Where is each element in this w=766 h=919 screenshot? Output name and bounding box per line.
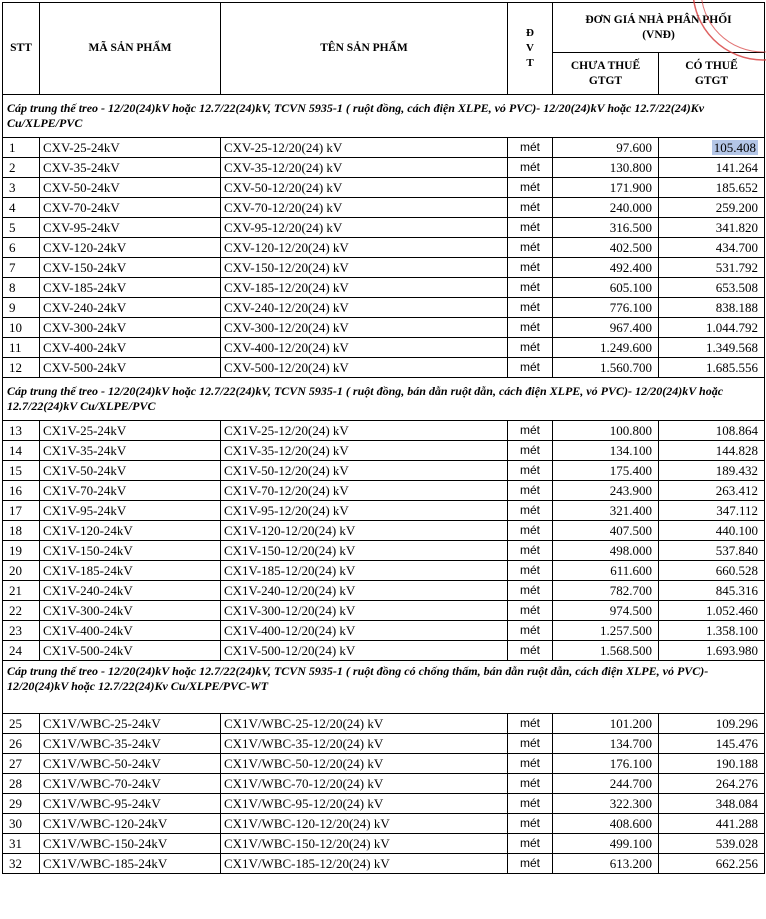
row-product-name-cell: CX1V/WBC-150-12/20(24) kV bbox=[221, 834, 508, 854]
row-with-tax-price-cell: 144.828 bbox=[659, 441, 765, 461]
row-product-name-cell: CX1V-120-12/20(24) kV bbox=[221, 521, 508, 541]
row-pre-tax-price-cell: 240.000 bbox=[553, 198, 659, 218]
row-product-code-cell: CX1V-70-24kV bbox=[40, 481, 221, 501]
row-product-code-cell: CX1V/WBC-150-24kV bbox=[40, 834, 221, 854]
row-with-tax-price-cell: 1.693.980 bbox=[659, 641, 765, 661]
table-row bbox=[3, 734, 765, 754]
header-price-group bbox=[553, 3, 765, 53]
table-row bbox=[3, 754, 765, 774]
row-stt-cell: 7 bbox=[3, 258, 40, 278]
table-row bbox=[3, 501, 765, 521]
row-pre-tax-price-cell: 402.500 bbox=[553, 238, 659, 258]
row-with-tax-price-cell: 1.349.568 bbox=[659, 338, 765, 358]
row-product-code-cell: CX1V/WBC-50-24kV bbox=[40, 754, 221, 774]
row-pre-tax-price-cell: 243.900 bbox=[553, 481, 659, 501]
row-unit-cell: mét bbox=[508, 714, 553, 734]
row-unit-cell: mét bbox=[508, 318, 553, 338]
row-with-tax-price-cell bbox=[659, 138, 765, 158]
table-row bbox=[3, 521, 765, 541]
row-product-code-cell: CXV-35-24kV bbox=[40, 158, 221, 178]
header-stt: STT bbox=[3, 3, 40, 95]
row-pre-tax-price-cell: 613.200 bbox=[553, 854, 659, 874]
section-title: Cáp trung thế treo - 12/20(24)kV hoặc 12.7/22(24)kV, TCVN 5935-1 ( ruột đồng có chống thấm, bán dẫn ruột dẫn, cách điện XLPE, vỏ PVC)- 12/20(24)kV hoặc 12.7/22(24)Kv Cu/XLPE/PVC-WT bbox=[3, 661, 765, 714]
header-unit-l1: Đ bbox=[526, 27, 534, 39]
table-row bbox=[3, 338, 765, 358]
row-unit-cell: mét bbox=[508, 461, 553, 481]
row-pre-tax-price-cell: 134.100 bbox=[553, 441, 659, 461]
row-pre-tax-price-cell: 176.100 bbox=[553, 754, 659, 774]
highlighted-price: 105.408 bbox=[713, 140, 756, 155]
table-row bbox=[3, 258, 765, 278]
price-table bbox=[2, 2, 765, 874]
row-with-tax-price-cell: 141.264 bbox=[659, 158, 765, 178]
row-product-code-cell: CX1V/WBC-25-24kV bbox=[40, 714, 221, 734]
row-product-name-cell: CXV-500-12/20(24) kV bbox=[221, 358, 508, 378]
row-product-code-cell: CX1V-120-24kV bbox=[40, 521, 221, 541]
row-unit-cell: mét bbox=[508, 258, 553, 278]
row-product-code-cell: CX1V-25-24kV bbox=[40, 421, 221, 441]
row-product-code-cell: CXV-400-24kV bbox=[40, 338, 221, 358]
table-row bbox=[3, 814, 765, 834]
row-pre-tax-price-cell: 498.000 bbox=[553, 541, 659, 561]
row-stt-cell: 24 bbox=[3, 641, 40, 661]
row-unit-cell: mét bbox=[508, 138, 553, 158]
row-pre-tax-price-cell: 605.100 bbox=[553, 278, 659, 298]
row-pre-tax-price-cell: 611.600 bbox=[553, 561, 659, 581]
row-stt-cell: 2 bbox=[3, 158, 40, 178]
row-stt-cell: 20 bbox=[3, 561, 40, 581]
row-with-tax-price-cell: 189.432 bbox=[659, 461, 765, 481]
table-row bbox=[3, 238, 765, 258]
row-pre-tax-price-cell: 776.100 bbox=[553, 298, 659, 318]
row-product-code-cell: CX1V-400-24kV bbox=[40, 621, 221, 641]
row-with-tax-price-cell: 109.296 bbox=[659, 714, 765, 734]
row-unit-cell: mét bbox=[508, 541, 553, 561]
row-stt-cell: 6 bbox=[3, 238, 40, 258]
row-pre-tax-price-cell: 974.500 bbox=[553, 601, 659, 621]
row-unit-cell: mét bbox=[508, 794, 553, 814]
table-row bbox=[3, 854, 765, 874]
row-product-name-cell: CX1V-500-12/20(24) kV bbox=[221, 641, 508, 661]
row-stt-cell: 1 bbox=[3, 138, 40, 158]
row-product-name-cell: CXV-70-12/20(24) kV bbox=[221, 198, 508, 218]
row-product-code-cell: CX1V/WBC-95-24kV bbox=[40, 794, 221, 814]
row-pre-tax-price-cell: 130.800 bbox=[553, 158, 659, 178]
table-row bbox=[3, 794, 765, 814]
row-product-name-cell: CXV-95-12/20(24) kV bbox=[221, 218, 508, 238]
row-product-name-cell: CX1V-70-12/20(24) kV bbox=[221, 481, 508, 501]
row-stt-cell: 26 bbox=[3, 734, 40, 754]
row-with-tax-price-cell: 347.112 bbox=[659, 501, 765, 521]
row-pre-tax-price-cell: 1.560.700 bbox=[553, 358, 659, 378]
row-unit-cell: mét bbox=[508, 278, 553, 298]
header-unit bbox=[508, 3, 553, 95]
row-with-tax-price-cell: 662.256 bbox=[659, 854, 765, 874]
row-product-code-cell: CXV-25-24kV bbox=[40, 138, 221, 158]
row-with-tax-price-cell: 653.508 bbox=[659, 278, 765, 298]
row-unit-cell: mét bbox=[508, 621, 553, 641]
row-stt-cell: 25 bbox=[3, 714, 40, 734]
row-with-tax-price-cell: 531.792 bbox=[659, 258, 765, 278]
row-pre-tax-price-cell: 967.400 bbox=[553, 318, 659, 338]
row-pre-tax-price-cell: 321.400 bbox=[553, 501, 659, 521]
row-stt-cell: 11 bbox=[3, 338, 40, 358]
row-stt-cell: 30 bbox=[3, 814, 40, 834]
row-product-code-cell: CX1V-240-24kV bbox=[40, 581, 221, 601]
row-pre-tax-price-cell: 1.257.500 bbox=[553, 621, 659, 641]
row-product-name-cell: CXV-185-12/20(24) kV bbox=[221, 278, 508, 298]
row-with-tax-price-cell: 1.044.792 bbox=[659, 318, 765, 338]
row-pre-tax-price-cell: 175.400 bbox=[553, 461, 659, 481]
row-unit-cell: mét bbox=[508, 218, 553, 238]
row-product-name-cell: CXV-50-12/20(24) kV bbox=[221, 178, 508, 198]
row-product-code-cell: CXV-500-24kV bbox=[40, 358, 221, 378]
header-product-code: MÃ SẢN PHẨM bbox=[40, 3, 221, 95]
table-row bbox=[3, 278, 765, 298]
row-unit-cell: mét bbox=[508, 158, 553, 178]
row-stt-cell: 28 bbox=[3, 774, 40, 794]
row-with-tax-price-cell: 263.412 bbox=[659, 481, 765, 501]
row-unit-cell: mét bbox=[508, 561, 553, 581]
header-price-group-l1: ĐƠN GIÁ NHÀ PHÂN PHỐI bbox=[585, 14, 732, 26]
header-pre-tax bbox=[553, 53, 659, 95]
row-product-code-cell: CX1V-50-24kV bbox=[40, 461, 221, 481]
row-product-code-cell: CXV-50-24kV bbox=[40, 178, 221, 198]
row-pre-tax-price-cell: 316.500 bbox=[553, 218, 659, 238]
row-with-tax-price-cell: 434.700 bbox=[659, 238, 765, 258]
row-with-tax-price-cell: 440.100 bbox=[659, 521, 765, 541]
row-product-name-cell: CX1V-300-12/20(24) kV bbox=[221, 601, 508, 621]
row-unit-cell: mét bbox=[508, 501, 553, 521]
row-with-tax-price-cell: 1.052.460 bbox=[659, 601, 765, 621]
row-unit-cell: mét bbox=[508, 774, 553, 794]
table-row bbox=[3, 218, 765, 238]
table-row bbox=[3, 601, 765, 621]
row-unit-cell: mét bbox=[508, 734, 553, 754]
row-pre-tax-price-cell: 499.100 bbox=[553, 834, 659, 854]
table-row bbox=[3, 641, 765, 661]
row-with-tax-price-cell: 259.200 bbox=[659, 198, 765, 218]
table-row bbox=[3, 158, 765, 178]
row-pre-tax-price-cell: 100.800 bbox=[553, 421, 659, 441]
row-unit-cell: mét bbox=[508, 178, 553, 198]
table-row bbox=[3, 774, 765, 794]
table-row bbox=[3, 421, 765, 441]
row-product-name-cell: CX1V-185-12/20(24) kV bbox=[221, 561, 508, 581]
row-unit-cell: mét bbox=[508, 358, 553, 378]
row-with-tax-price-cell: 108.864 bbox=[659, 421, 765, 441]
row-pre-tax-price-cell: 244.700 bbox=[553, 774, 659, 794]
row-with-tax-price-cell: 539.028 bbox=[659, 834, 765, 854]
row-stt-cell: 22 bbox=[3, 601, 40, 621]
row-product-name-cell: CX1V-150-12/20(24) kV bbox=[221, 541, 508, 561]
header-with-tax-l2: GTGT bbox=[694, 74, 729, 87]
row-product-code-cell: CXV-95-24kV bbox=[40, 218, 221, 238]
row-pre-tax-price-cell: 492.400 bbox=[553, 258, 659, 278]
row-product-name-cell: CXV-25-12/20(24) kV bbox=[221, 138, 508, 158]
row-unit-cell: mét bbox=[508, 338, 553, 358]
header-pre-tax-l2: GTGT bbox=[588, 74, 623, 87]
row-product-name-cell: CX1V/WBC-70-12/20(24) kV bbox=[221, 774, 508, 794]
header-with-tax bbox=[659, 53, 765, 95]
row-product-code-cell: CX1V-150-24kV bbox=[40, 541, 221, 561]
row-pre-tax-price-cell: 101.200 bbox=[553, 714, 659, 734]
row-stt-cell: 23 bbox=[3, 621, 40, 641]
row-unit-cell: mét bbox=[508, 641, 553, 661]
row-pre-tax-price-cell: 407.500 bbox=[553, 521, 659, 541]
row-with-tax-price-cell: 660.528 bbox=[659, 561, 765, 581]
row-unit-cell: mét bbox=[508, 854, 553, 874]
row-product-name-cell: CXV-150-12/20(24) kV bbox=[221, 258, 508, 278]
row-product-code-cell: CXV-150-24kV bbox=[40, 258, 221, 278]
row-product-code-cell: CX1V/WBC-185-24kV bbox=[40, 854, 221, 874]
row-product-code-cell: CXV-300-24kV bbox=[40, 318, 221, 338]
row-product-code-cell: CX1V/WBC-70-24kV bbox=[40, 774, 221, 794]
row-unit-cell: mét bbox=[508, 581, 553, 601]
row-unit-cell: mét bbox=[508, 298, 553, 318]
table-row bbox=[3, 621, 765, 641]
row-pre-tax-price-cell: 782.700 bbox=[553, 581, 659, 601]
row-stt-cell: 4 bbox=[3, 198, 40, 218]
row-product-code-cell: CX1V-35-24kV bbox=[40, 441, 221, 461]
row-stt-cell: 19 bbox=[3, 541, 40, 561]
row-stt-cell: 14 bbox=[3, 441, 40, 461]
row-stt-cell: 10 bbox=[3, 318, 40, 338]
row-stt-cell: 18 bbox=[3, 521, 40, 541]
row-with-tax-price-cell: 185.652 bbox=[659, 178, 765, 198]
section-header-row bbox=[3, 378, 765, 421]
row-stt-cell: 16 bbox=[3, 481, 40, 501]
row-pre-tax-price-cell: 171.900 bbox=[553, 178, 659, 198]
row-product-code-cell: CX1V/WBC-35-24kV bbox=[40, 734, 221, 754]
row-stt-cell: 3 bbox=[3, 178, 40, 198]
row-unit-cell: mét bbox=[508, 421, 553, 441]
row-pre-tax-price-cell: 1.568.500 bbox=[553, 641, 659, 661]
row-product-name-cell: CX1V/WBC-25-12/20(24) kV bbox=[221, 714, 508, 734]
row-pre-tax-price-cell: 322.300 bbox=[553, 794, 659, 814]
table-row bbox=[3, 138, 765, 158]
row-with-tax-price-cell: 537.840 bbox=[659, 541, 765, 561]
table-row bbox=[3, 298, 765, 318]
table-row bbox=[3, 358, 765, 378]
header-product-name: TÊN SẢN PHẨM bbox=[221, 3, 508, 95]
table-row bbox=[3, 561, 765, 581]
row-product-code-cell: CXV-70-24kV bbox=[40, 198, 221, 218]
row-stt-cell: 29 bbox=[3, 794, 40, 814]
row-with-tax-price-cell: 1.358.100 bbox=[659, 621, 765, 641]
row-stt-cell: 27 bbox=[3, 754, 40, 774]
header-price-group-l2: (VNĐ) bbox=[642, 29, 675, 41]
row-with-tax-price-cell: 348.084 bbox=[659, 794, 765, 814]
row-unit-cell: mét bbox=[508, 601, 553, 621]
table-row bbox=[3, 541, 765, 561]
row-product-name-cell: CX1V-25-12/20(24) kV bbox=[221, 421, 508, 441]
row-with-tax-price-cell: 1.685.556 bbox=[659, 358, 765, 378]
row-stt-cell: 9 bbox=[3, 298, 40, 318]
row-product-name-cell: CXV-240-12/20(24) kV bbox=[221, 298, 508, 318]
header-pre-tax-l1: CHƯA THUẾ bbox=[570, 59, 641, 72]
row-pre-tax-price-cell: 408.600 bbox=[553, 814, 659, 834]
row-product-code-cell: CX1V-300-24kV bbox=[40, 601, 221, 621]
table-row bbox=[3, 714, 765, 734]
row-stt-cell: 15 bbox=[3, 461, 40, 481]
row-with-tax-price-cell: 441.288 bbox=[659, 814, 765, 834]
table-row bbox=[3, 481, 765, 501]
row-product-name-cell: CXV-300-12/20(24) kV bbox=[221, 318, 508, 338]
section-header-row bbox=[3, 95, 765, 138]
row-product-name-cell: CX1V-35-12/20(24) kV bbox=[221, 441, 508, 461]
table-body bbox=[3, 95, 765, 874]
row-product-code-cell: CX1V/WBC-120-24kV bbox=[40, 814, 221, 834]
section-title: Cáp trung thế treo - 12/20(24)kV hoặc 12.7/22(24)kV, TCVN 5935-1 ( ruột đồng, bán dẫn ruột dẫn, cách điện XLPE, vỏ PVC)- 12/20(24)kV hoặc 12.7/22(24)kV Cu/XLPE/PVC bbox=[3, 378, 765, 421]
row-unit-cell: mét bbox=[508, 198, 553, 218]
row-stt-cell: 13 bbox=[3, 421, 40, 441]
row-unit-cell: mét bbox=[508, 238, 553, 258]
row-unit-cell: mét bbox=[508, 481, 553, 501]
row-pre-tax-price-cell: 1.249.600 bbox=[553, 338, 659, 358]
row-stt-cell: 17 bbox=[3, 501, 40, 521]
table-row bbox=[3, 441, 765, 461]
row-with-tax-price-cell: 845.316 bbox=[659, 581, 765, 601]
row-unit-cell: mét bbox=[508, 441, 553, 461]
row-product-code-cell: CXV-240-24kV bbox=[40, 298, 221, 318]
row-unit-cell: mét bbox=[508, 814, 553, 834]
row-stt-cell: 31 bbox=[3, 834, 40, 854]
row-with-tax-price-cell: 264.276 bbox=[659, 774, 765, 794]
row-pre-tax-price-cell: 97.600 bbox=[553, 138, 659, 158]
row-product-name-cell: CX1V/WBC-50-12/20(24) kV bbox=[221, 754, 508, 774]
row-product-name-cell: CX1V/WBC-35-12/20(24) kV bbox=[221, 734, 508, 754]
row-with-tax-price-cell: 341.820 bbox=[659, 218, 765, 238]
table-row bbox=[3, 834, 765, 854]
header-unit-l2: V bbox=[526, 42, 534, 54]
row-stt-cell: 8 bbox=[3, 278, 40, 298]
row-product-code-cell: CX1V-185-24kV bbox=[40, 561, 221, 581]
row-stt-cell: 21 bbox=[3, 581, 40, 601]
row-product-code-cell: CX1V-95-24kV bbox=[40, 501, 221, 521]
row-with-tax-price-cell: 145.476 bbox=[659, 734, 765, 754]
row-stt-cell: 5 bbox=[3, 218, 40, 238]
row-stt-cell: 32 bbox=[3, 854, 40, 874]
row-product-name-cell: CX1V/WBC-120-12/20(24) kV bbox=[221, 814, 508, 834]
table-row bbox=[3, 461, 765, 481]
table-row bbox=[3, 198, 765, 218]
row-product-name-cell: CXV-35-12/20(24) kV bbox=[221, 158, 508, 178]
row-product-name-cell: CX1V-50-12/20(24) kV bbox=[221, 461, 508, 481]
row-product-name-cell: CXV-120-12/20(24) kV bbox=[221, 238, 508, 258]
row-product-name-cell: CX1V-400-12/20(24) kV bbox=[221, 621, 508, 641]
row-unit-cell: mét bbox=[508, 521, 553, 541]
row-with-tax-price-cell: 190.188 bbox=[659, 754, 765, 774]
row-product-code-cell: CXV-185-24kV bbox=[40, 278, 221, 298]
row-unit-cell: mét bbox=[508, 834, 553, 854]
row-unit-cell: mét bbox=[508, 754, 553, 774]
row-with-tax-price-cell: 838.188 bbox=[659, 298, 765, 318]
row-pre-tax-price-cell: 134.700 bbox=[553, 734, 659, 754]
row-product-code-cell: CXV-120-24kV bbox=[40, 238, 221, 258]
header-unit-l3: T bbox=[526, 57, 534, 69]
section-header-row bbox=[3, 661, 765, 714]
table-row bbox=[3, 581, 765, 601]
row-product-name-cell: CX1V/WBC-185-12/20(24) kV bbox=[221, 854, 508, 874]
table-row bbox=[3, 318, 765, 338]
section-title: Cáp trung thế treo - 12/20(24)kV hoặc 12.7/22(24)kV, TCVN 5935-1 ( ruột đồng, cách điện XLPE, vỏ PVC)- 12/20(24)kV hoặc 12.7/22(24)Kv Cu/XLPE/PVC bbox=[3, 95, 765, 138]
row-product-name-cell: CXV-400-12/20(24) kV bbox=[221, 338, 508, 358]
row-product-code-cell: CX1V-500-24kV bbox=[40, 641, 221, 661]
table-header bbox=[3, 3, 765, 95]
row-product-name-cell: CX1V/WBC-95-12/20(24) kV bbox=[221, 794, 508, 814]
row-stt-cell: 12 bbox=[3, 358, 40, 378]
row-product-name-cell: CX1V-240-12/20(24) kV bbox=[221, 581, 508, 601]
row-product-name-cell: CX1V-95-12/20(24) kV bbox=[221, 501, 508, 521]
header-with-tax-l1: CÓ THUẾ bbox=[685, 59, 738, 72]
table-row bbox=[3, 178, 765, 198]
